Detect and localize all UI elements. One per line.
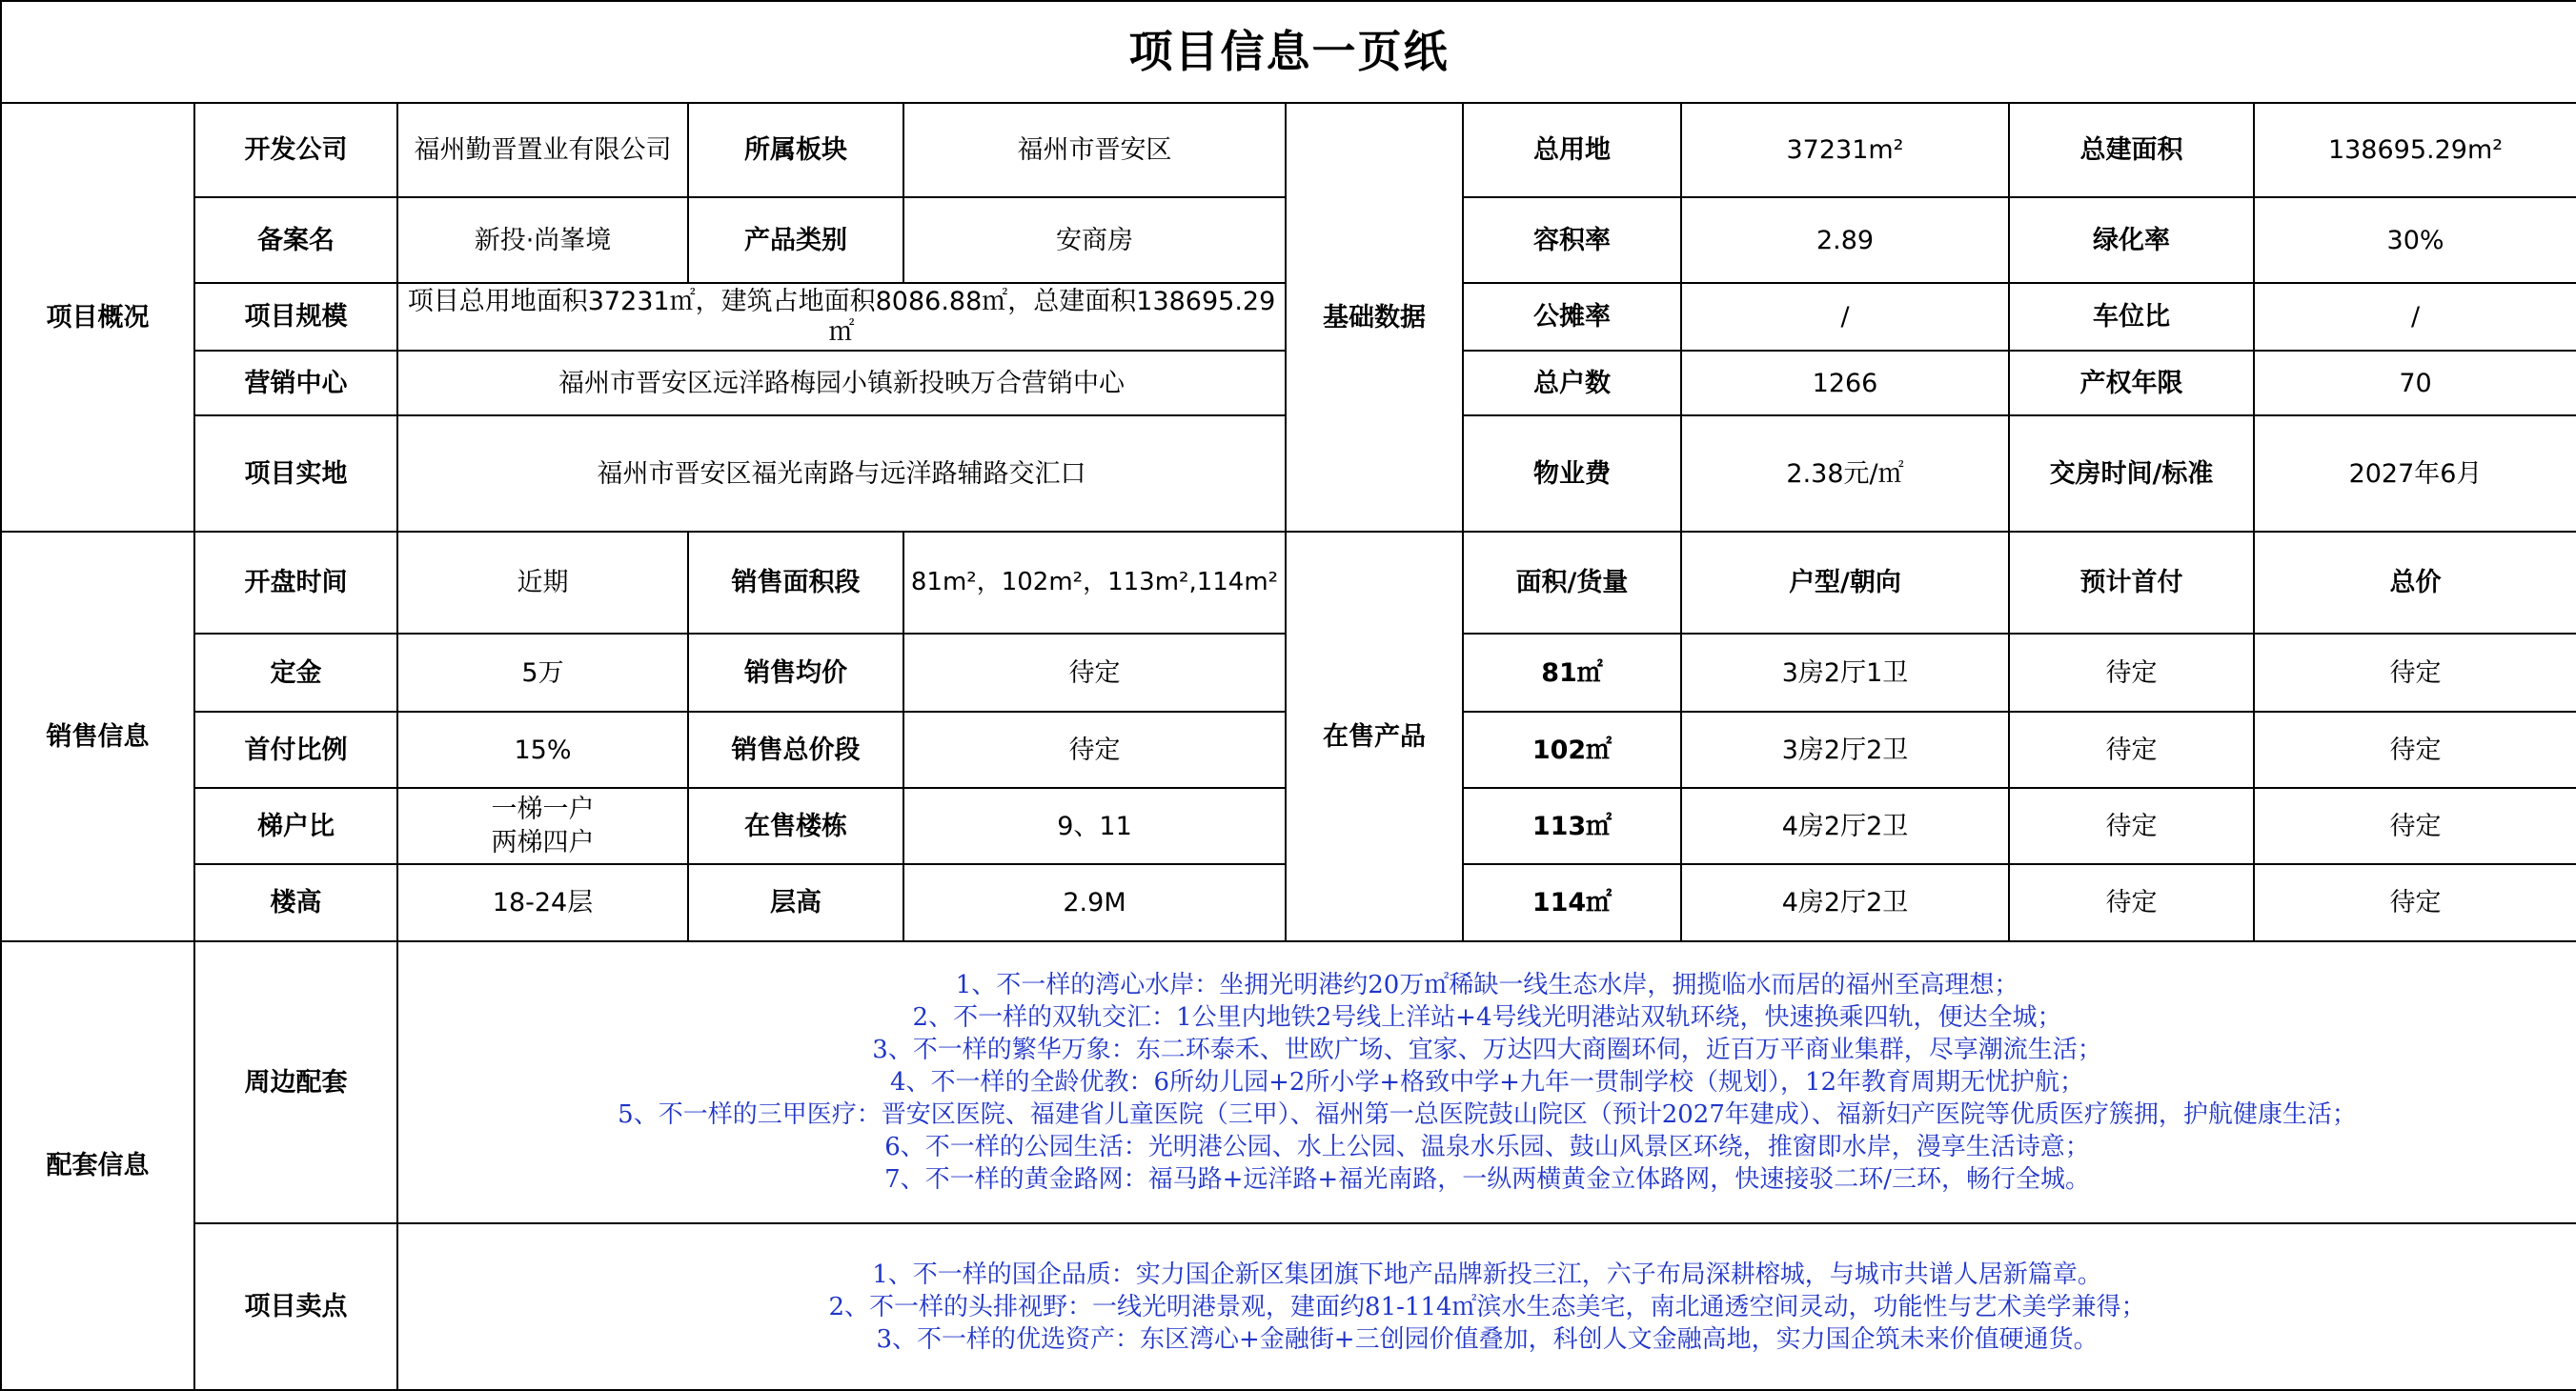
section-support: 配套信息 [1, 941, 194, 1390]
height-value: 2.9M [903, 864, 1286, 941]
selling-points-label: 项目卖点 [194, 1223, 397, 1390]
parking-value: / [2254, 283, 2576, 351]
record-name-label: 备案名 [194, 197, 397, 283]
developer-value: 福州勤晋置业有限公司 [397, 103, 688, 197]
height-label: 层高 [688, 864, 903, 941]
scale-value: 项目总用地面积37231㎡，建筑占地面积8086.88㎡，总建面积138695.29㎡ [397, 283, 1286, 351]
floors-value: 18-24层 [397, 864, 688, 941]
product-row-layout: 4房2厅2卫 [1681, 788, 2009, 864]
floors-label: 楼高 [194, 864, 397, 941]
mgmt-fee-value: 2.38元/㎡ [1681, 415, 2009, 532]
buildings-value: 9、11 [903, 788, 1286, 864]
surroundings-line: 2、不一样的双轨交汇：1公里内地铁2号线上洋站+4号线光明港站双轨环绕，快速换乘四轨，便达全城； [912, 1003, 2062, 1032]
land-area-value: 37231m² [1681, 103, 2009, 197]
mgmt-fee-label: 物业费 [1463, 415, 1681, 532]
district-label: 所属板块 [688, 103, 903, 197]
record-name-value: 新投·尚峯境 [397, 197, 688, 283]
product-header-layout: 户型/朝向 [1681, 532, 2009, 634]
surroundings-line: 1、不一样的湾心水岸：坐拥光明港约20万㎡稀缺一线生态水岸，拥揽临水而居的福州至高理想； [955, 971, 2019, 999]
parking-label: 车位比 [2009, 283, 2254, 351]
sales-center-value: 福州市晋安区远洋路梅园小镇新投映万合营销中心 [397, 351, 1286, 415]
product-row-down-payment: 待定 [2009, 864, 2254, 941]
selling-point-line: 3、不一样的优选资产：东区湾心+金融街+三创园价值叠加，科创人文金融高地，实力国企筑未来价值硬通货。 [876, 1324, 2099, 1354]
buildings-label: 在售楼栋 [688, 788, 903, 864]
product-row-layout: 4房2厅2卫 [1681, 864, 2009, 941]
avg-price-label: 销售均价 [688, 634, 903, 712]
shared-value: / [1681, 283, 2009, 351]
building-area-value: 138695.29m² [2254, 103, 2576, 197]
section-overview: 项目概况 [1, 103, 194, 532]
product-row-down-payment: 待定 [2009, 712, 2254, 788]
far-value: 2.89 [1681, 197, 2009, 283]
product-row-total-price: 待定 [2254, 788, 2576, 864]
property-years-label: 产权年限 [2009, 351, 2254, 415]
surroundings-line: 6、不一样的公园生活：光明港公园、水上公园、温泉水乐园、鼓山风景区环绕，推窗即水岸，漫享生活诗意； [884, 1133, 2090, 1161]
total-range-label: 销售总价段 [688, 712, 903, 788]
scale-label: 项目规模 [194, 283, 397, 351]
location-label: 项目实地 [194, 415, 397, 532]
section-products: 在售产品 [1286, 532, 1463, 941]
product-type-value: 安商房 [903, 197, 1286, 283]
product-row-area: 81㎡ [1463, 634, 1681, 712]
down-ratio-label: 首付比例 [194, 712, 397, 788]
section-basic-data: 基础数据 [1286, 103, 1463, 532]
product-header-total-price: 总价 [2254, 532, 2576, 634]
surroundings-line: 7、不一样的黄金路网：福马路+远洋路+福光南路，一纵两横黄金立体路网，快速接驳二环/三环，畅行全城。 [884, 1165, 2090, 1194]
product-header-area: 面积/货量 [1463, 532, 1681, 634]
surroundings-line: 3、不一样的繁华万象：东二环泰禾、世欧广场、宜家、万达四大商圈环伺，近百万平商业集群，尽享潮流生活； [872, 1036, 2102, 1064]
elevator-line: 一梯一户 [491, 795, 595, 824]
area-range-value: 81m²，102m²，113m²,114m² [903, 532, 1286, 634]
delivery-label: 交房时间/标准 [2009, 415, 2254, 532]
households-label: 总户数 [1463, 351, 1681, 415]
green-value: 30% [2254, 197, 2576, 283]
page-title: 项目信息一页纸 [1, 1, 2576, 103]
product-row-down-payment: 待定 [2009, 634, 2254, 712]
elevator-label: 梯户比 [194, 788, 397, 864]
open-time-value: 近期 [397, 532, 688, 634]
far-label: 容积率 [1463, 197, 1681, 283]
district-value: 福州市晋安区 [903, 103, 1286, 197]
selling-point-line: 2、不一样的头排视野：一线光明港景观，建面约81-114㎡滨水生态美宅，南北通透空间灵动，功能性与艺术美学兼得； [828, 1292, 2146, 1321]
product-type-label: 产品类别 [688, 197, 903, 283]
delivery-value: 2027年6月 [2254, 415, 2576, 532]
surroundings-label: 周边配套 [194, 941, 397, 1223]
green-label: 绿化率 [2009, 197, 2254, 283]
product-row-down-payment: 待定 [2009, 788, 2254, 864]
surroundings-line: 4、不一样的全龄优教：6所幼儿园+2所小学+格致中学+九年一贯制学校（规划），12年教育周期无忧护航； [889, 1068, 2085, 1097]
product-row-layout: 3房2厅1卫 [1681, 634, 2009, 712]
elevator-value [397, 788, 688, 864]
shared-label: 公摊率 [1463, 283, 1681, 351]
product-row-layout: 3房2厅2卫 [1681, 712, 2009, 788]
area-range-label: 销售面积段 [688, 532, 903, 634]
avg-price-value: 待定 [903, 634, 1286, 712]
elevator-line: 两梯四户 [491, 828, 595, 857]
building-area-label: 总建面积 [2009, 103, 2254, 197]
total-range-value: 待定 [903, 712, 1286, 788]
product-row-area: 102㎡ [1463, 712, 1681, 788]
location-value: 福州市晋安区福光南路与远洋路辅路交汇口 [397, 415, 1286, 532]
property-years-value: 70 [2254, 351, 2576, 415]
land-area-label: 总用地 [1463, 103, 1681, 197]
product-row-total-price: 待定 [2254, 864, 2576, 941]
selling-point-line: 1、不一样的国企品质：实力国企新区集团旗下地产品牌新投三江，六子布局深耕榕城，与城市共谱人居新篇章。 [872, 1260, 2102, 1289]
selling-points-text [397, 1223, 2576, 1390]
surroundings-text [397, 941, 2576, 1223]
product-row-area: 113㎡ [1463, 788, 1681, 864]
product-row-area: 114㎡ [1463, 864, 1681, 941]
section-sales: 销售信息 [1, 532, 194, 941]
sales-center-label: 营销中心 [194, 351, 397, 415]
open-time-label: 开盘时间 [194, 532, 397, 634]
product-row-total-price: 待定 [2254, 712, 2576, 788]
product-header-down-payment: 预计首付 [2009, 532, 2254, 634]
deposit-label: 定金 [194, 634, 397, 712]
developer-label: 开发公司 [194, 103, 397, 197]
deposit-value: 5万 [397, 634, 688, 712]
product-row-total-price: 待定 [2254, 634, 2576, 712]
surroundings-line: 5、不一样的三甲医疗：晋安区医院、福建省儿童医院（三甲）、福州第一总医院鼓山院区（预计2027年建成）、福新妇产医院等优质医疗簇拥，护航健康生活； [618, 1100, 2357, 1129]
households-value: 1266 [1681, 351, 2009, 415]
down-ratio-value: 15% [397, 712, 688, 788]
